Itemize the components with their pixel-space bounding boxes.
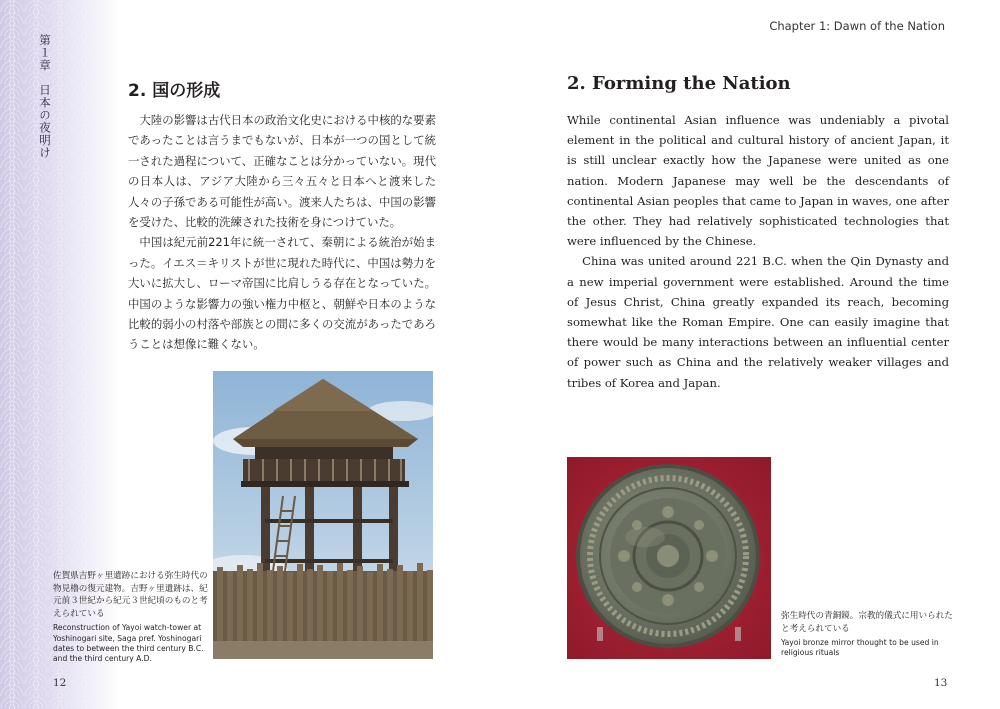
- watch-tower-photo: [213, 371, 433, 659]
- bronze-mirror-caption: [781, 610, 961, 659]
- japanese-section-heading: 2. 国の形成: [128, 81, 221, 101]
- english-paragraph: China was united around 221 B.C. when the Qin Dynasty and a new imperial government were established. Around the time of Jesus Christ, China greatly expanded its reach, becoming somewhat like the Roman Empire. One can easily imagine that there would be many interactions between an influential center of power such as China and the relatively weaker villages and tribes of Korea and Japan.: [567, 254, 949, 390]
- running-head: Chapter 1: Dawn of the Nation: [769, 19, 945, 33]
- bronze-mirror-caption-japanese: 弥生時代の青銅鏡。宗教的儀式に用いられたと考えられている: [781, 611, 953, 634]
- watch-tower-caption: [53, 570, 211, 664]
- bronze-mirror-photo: [567, 457, 771, 659]
- english-body-text: [567, 110, 949, 393]
- japanese-paragraph: 中国は紀元前221年に統一されて、秦朝による統治が始まった。イエス＝キリストが世に現れた時代に、中国は勢力を大いに拡大し、ローマ帝国に比肩しうる存在となっていた。中国のような影響力の強い権力中枢と、朝鮮や日本のような比較的弱小の村落や部族との間に多くの交流があったであろうことは想像に難くない。: [128, 235, 436, 352]
- page-number-left: 12: [53, 677, 67, 689]
- chapter-vertical-title: 第１章 日本の夜明け: [38, 34, 52, 159]
- bronze-mirror-caption-english: Yayoi bronze mirror thought to be used in religious rituals: [781, 638, 939, 658]
- watch-tower-caption-english: Reconstruction of Yayoi watch-tower at Yoshinogari site, Saga pref. Yoshinogari dates to between the third century B.C. and the third century A.D.: [53, 623, 204, 663]
- english-section-heading: 2. Forming the Nation: [567, 73, 791, 94]
- japanese-body-text: [128, 110, 436, 355]
- english-paragraph: While continental Asian influence was undeniably a pivotal element in the political and cultural history of ancient Japan, it is still unclear exactly how the Japanese were united as one nation. Modern Japanese may well be the descendants of continental Asian peoples that came to Japan in waves, one after the other. They had relatively sophisticated technologies that were influenced by the Chinese.: [567, 113, 949, 249]
- japanese-paragraph: 大陸の影響は古代日本の政治文化史における中核的な要素であったことは言うまでもないが、日本が一つの国として統一された過程について、正確なことは分かっていない。現代の日本人は、アジア大陸から三々五々と日本へと渡来した人々の子孫である可能性が高い。渡来人たちは、中国の影響を受けた、比較的洗練された技術を身につけていた。: [128, 113, 436, 230]
- watch-tower-caption-japanese: 佐賀県吉野ヶ里遺跡における弥生時代の物見櫓の復元建物。吉野ヶ里遺跡は、紀元前３世紀から紀元３世紀頃のものと考えられている: [53, 571, 208, 619]
- page-number-right: 13: [934, 677, 948, 689]
